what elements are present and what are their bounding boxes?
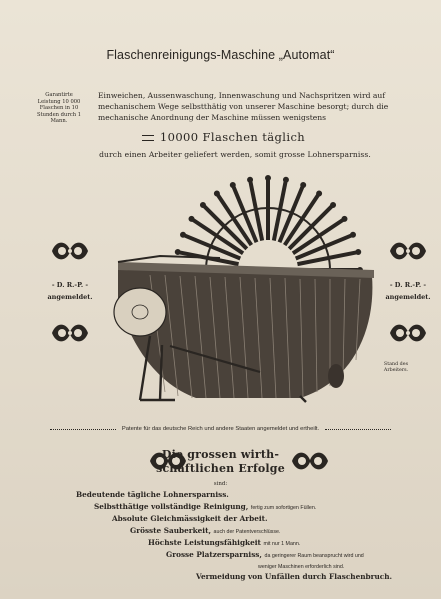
bottle-neck: [175, 250, 180, 255]
sub-line: durch einen Arbeiter geliefert werden, somit grosse Lohnersparniss.: [99, 150, 371, 159]
dotted-rule-left: [50, 429, 116, 430]
bottle-neck: [189, 216, 194, 221]
angemeldet-left: angemeldet.: [47, 293, 93, 301]
side-note-guaranteed-output: Garantirte Leistung 10 000 Flaschen in 10 Stunden durch 1 Mann.: [36, 92, 82, 125]
page-title: Flaschenreinigungs-Maschine „Automat“: [106, 48, 335, 62]
intro-paragraph: Einweichen, Aussenwaschung, Innenwaschung und Nachspritzen wird auf mechanischem Wege selbstthätig von unserer Maschine besorgt; durch die mechanische Anordnung der Maschine müssen wenigstens: [98, 91, 389, 122]
bottle-neck: [350, 232, 355, 237]
bottle-neck: [301, 183, 306, 188]
bottle-neck: [331, 202, 336, 207]
angemeldet-right: angemeldet.: [385, 293, 431, 301]
bottle-neck: [200, 202, 205, 207]
drp-label-right: - D. R.-P. -: [389, 281, 427, 289]
list-item: Grosse Platzersparniss, da geringerer Raum beansprucht wird und: [166, 550, 364, 559]
patent-notice: [44, 424, 397, 434]
bottle-neck: [214, 191, 219, 196]
bottle-neck: [342, 216, 347, 221]
pulley-wheel: [114, 288, 166, 336]
headline-text: 10000 Flaschen täglich: [159, 130, 306, 144]
advantages-title-line-1: Die grossen wirth-: [161, 448, 280, 461]
bottle-neck: [356, 250, 361, 255]
patent-text: Patente für das deutsche Reich und andere Staaten angemeldet und ertheilt.: [121, 426, 320, 432]
list-item: weniger Maschinen erforderlich sind.: [258, 564, 345, 570]
stand-note: Stand des Arbeiters.: [383, 362, 409, 373]
drp-label-left: - D. R.-P. -: [51, 281, 89, 289]
bottle-neck: [283, 177, 288, 182]
bottle-neck: [181, 232, 186, 237]
list-item: Höchste Leistungsfähigkeit mit nur 1 Mann.: [148, 538, 301, 547]
advantages-title: [0, 448, 441, 476]
sind-label: sind:: [213, 481, 228, 487]
advantages-title-line-2: schaftlichen Erfolge: [156, 462, 285, 475]
list-item: Absolute Gleichmässigkeit der Arbeit.: [112, 514, 268, 523]
list-item: Grösste Sauberkeit, auch der Patentverschlüsse.: [130, 526, 281, 535]
dotted-rule-right: [325, 429, 391, 430]
bottle-neck: [266, 176, 271, 181]
list-item: Bedeutende tägliche Lohnersparniss.: [76, 490, 229, 499]
list-item: Vermeidung von Unfällen durch Flaschenbruch.: [196, 572, 393, 581]
bottle-neck: [230, 183, 235, 188]
list-item: Selbstthätige vollständige Reinigung, fertig zum sofortigen Füllen.: [94, 502, 317, 511]
drain-fitting: [328, 364, 344, 388]
bottle-neck: [317, 191, 322, 196]
bottle-neck: [248, 177, 253, 182]
